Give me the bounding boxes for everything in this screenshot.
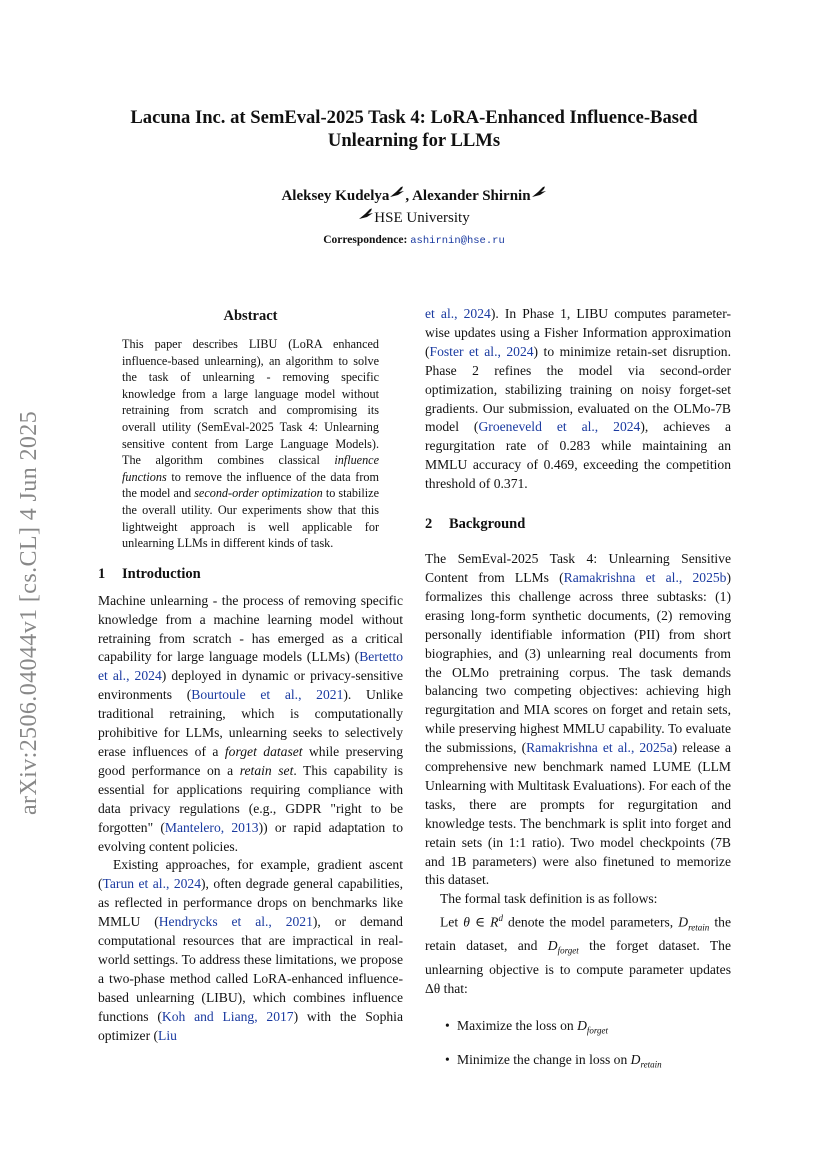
abstract-text: to remove the influence of the data from the model and — [122, 469, 379, 501]
abstract-emphasis: second-order optimization — [194, 486, 323, 501]
correspondence-label: Correspondence: — [323, 234, 408, 246]
affiliation — [90, 208, 738, 228]
citation-link[interactable]: Ramakrishna et al., 2025a — [526, 740, 673, 756]
author-2: Alexander Shirnin — [412, 188, 531, 204]
list-item: • Maximize the loss on $D_{forget}$ — [425, 1017, 731, 1041]
intro-continuation: et al., 2024). In Phase 1, LIBU computes parameter-wise updates using a Fisher Information approximation (Foster et al., 2024) to minimize retain-set disruption. Phase 2 refines the model via second-order optimization, stabilizing training on noisy forget-set gradients. Our submission, evaluated on the OLMo-7B model (Groeneveld et al., 2024), achieves a regurgitation rate of 0.283 while maintaining an MMLU accuracy of 0.469, exceeding the competition threshold of 0.371. — [425, 306, 731, 492]
section-number: 2 — [425, 516, 433, 533]
correspondence-email[interactable]: ashirnin@hse.ru — [410, 235, 505, 247]
correspondence — [90, 232, 738, 249]
section-title: Background — [449, 516, 526, 533]
section-heading-background — [425, 514, 731, 534]
section-number: 1 — [98, 565, 106, 582]
citation-link[interactable]: Groeneveld et al., 2024 — [478, 419, 641, 435]
bird-icon — [389, 186, 405, 199]
affiliation-name: HSE University — [374, 210, 470, 226]
bird-icon — [358, 208, 374, 221]
citation-link[interactable]: Ramakrishna et al., 2025b — [563, 569, 727, 585]
author-1: Aleksey Kudelya — [281, 188, 390, 204]
abstract-body — [122, 336, 379, 552]
citation-link[interactable]: Foster et al., 2024 — [429, 343, 534, 359]
left-column — [98, 305, 403, 1045]
background-paragraph-3: Let θ ∈ $R^d$ denote the model parameters, $D_{retain}$ the retain dataset, and $D_{forget}$ the forget dataset. The unlearning objective is to compute parameter updates Δθ that: — [425, 913, 731, 996]
citation-link[interactable]: Bertetto et al., 2024 — [98, 649, 403, 684]
section-title: Introduction — [122, 565, 201, 582]
paper-title: Lacuna Inc. at SemEval-2025 Task 4: LoRA-Enhanced Influence-Based Unlearning for LLMs — [130, 107, 698, 151]
citation-link[interactable]: Liu — [158, 1027, 177, 1043]
citation-link[interactable]: et al., 2024 — [425, 306, 491, 321]
abstract-text: This paper describes LIBU (LoRA enhanced influence-based unlearning), an algorithm to solve the task of unlearning - removing specific knowledge from a large language model without retraining from scratch and compromising its overall utility (SemEval-2025 Task 4: Unlearning sensitive content from Large Language Models). The algorithm combines classical — [122, 337, 379, 468]
background-paragraph-2: The formal task definition is as follows: — [440, 891, 658, 907]
intro-paragraph-2: Existing approaches, for example, gradient ascent (Tarun et al., 2024), often degrade general capabilities, as reflected in performance drops on benchmarks like MMLU (Hendrycks et al., 2021), or demand computational resources that are impractical in real-world settings. To address these limitations, we propose a two-phase method called LoRA-enhanced influence-based unlearning (LIBU), which combines influence functions (Koh and Liang, 2017) with the Sophia optimizer (Liu — [98, 857, 403, 1043]
citation-link[interactable]: Mantelero, 2013 — [164, 819, 259, 835]
background-paragraph-1: The SemEval-2025 Task 4: Unlearning Sensitive Content from LLMs (Ramakrishna et al., 2025b) formalizes this challenge across three subtasks: (1) erasing long-form synthetic documents, (2) removing personally identifiable information (PII) from short biographies, and (3) unlearning real documents from the OLMo pretraining corpus. The task demands balancing two competing objectives: achieving high regurgitation and MIA scores on forget and retain sets, while preserving highest MMLU capability. To evaluate the submissions, (Ramakrishna et al., 2025a) release a comprehensive new benchmark named LUME (LLM Unlearning with Multitask Evaluations). For each of the tasks, there are prompts for regurgitation and knowledge tests. The benchmark is split into forget and retain sets (in 1:1 ratio). Two model checkpoints (7B and 1B parameters) were also finetuned to memorize this dataset. — [425, 551, 732, 888]
citation-link[interactable]: Bourtoule et al., 2021 — [191, 687, 344, 703]
abstract-text: to stabilize the overall utility. Our experiments show that this lightweight approach is well applicable for unlearning LLMs in different kinds of task. — [122, 486, 379, 551]
citation-link[interactable]: Tarun et al., 2024 — [102, 876, 202, 892]
list-item: • Minimize the change in loss on $D_{retain}$ — [425, 1051, 731, 1075]
citation-link[interactable]: Koh and Liang, 2017 — [161, 1008, 294, 1024]
arxiv-stamp: arXiv:2506.04044v1 [cs.CL] 4 Jun 2025 — [16, 410, 42, 815]
abstract-emphasis: influence functions — [122, 453, 379, 484]
section-heading-introduction — [98, 564, 403, 584]
right-column — [425, 305, 731, 1074]
bird-icon — [531, 186, 547, 199]
author-line: Aleksey Kudelya , Alexander Shirnin — [90, 186, 738, 206]
citation-link[interactable]: Hendrycks et al., 2021 — [158, 914, 313, 930]
intro-paragraph-1: Machine unlearning - the process of removing specific knowledge from a machine learning model without retraining from scratch - has emerged as a critical capability for large language models (LLMs) (Bertetto et al., 2024) deployed in dynamic or privacy-sensitive environments (Bourtoule et al., 2021). Unlike traditional retraining, which is computationally prohibitive for LLMs, unlearning seeks to selectively erase influences of a forget dataset while preserving good performance on a retain set. This capability is essential for applications requiring compliance with data privacy regulations (e.g., GDPR "right to be forgotten" (Mantelero, 2013)) or rapid adaptation to evolving content policies. — [98, 592, 404, 854]
abstract-heading: Abstract — [223, 308, 278, 324]
